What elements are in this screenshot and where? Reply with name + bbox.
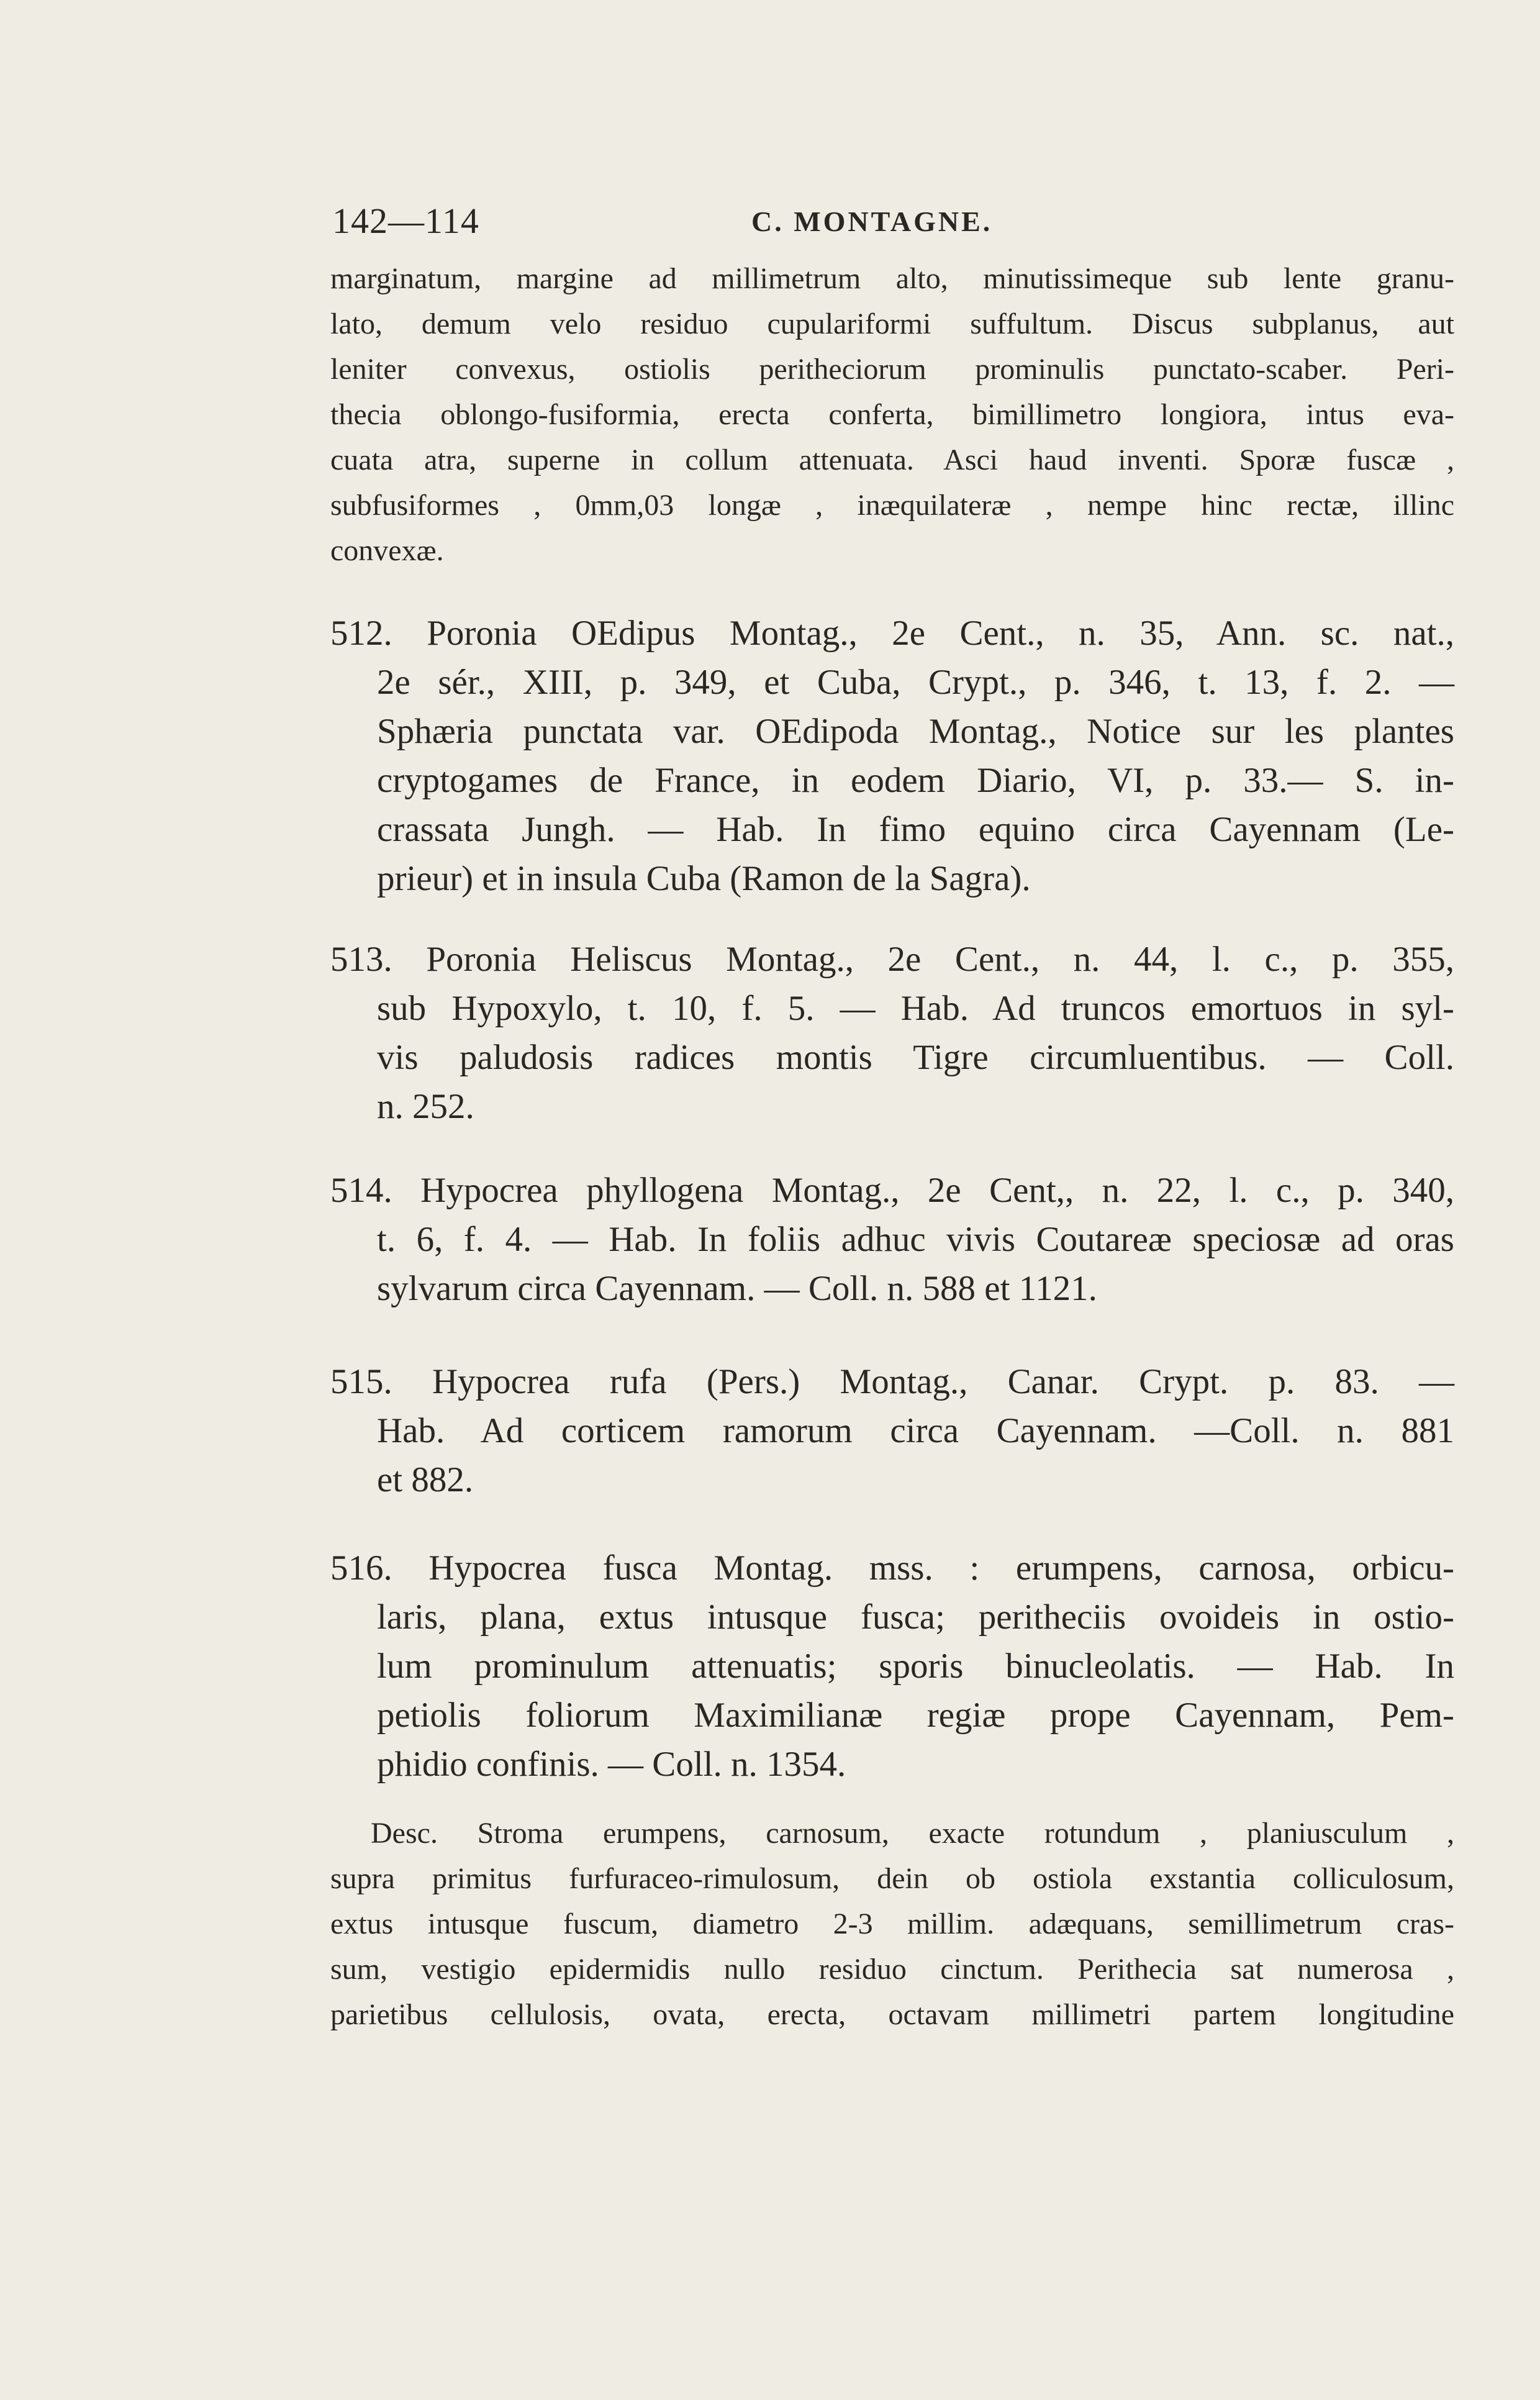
text-line: laris, plana, extus intusque fusca; peritheciis ovoideis in ostio-: [377, 1598, 1454, 1637]
text-line: prieur) et in insula Cuba (Ramon de la Sagra).: [377, 859, 1031, 898]
text-line: leniter convexus, ostiolis peritheciorum prominulis punctato-scaber. Peri-: [330, 353, 1454, 386]
page-header: [332, 200, 1456, 245]
text-line: lum prominulum attenuatis; sporis binucleolatis. — Hab. In: [377, 1647, 1454, 1686]
description-paragraph: [330, 1811, 1454, 2037]
entry-heading-line: 514. Hypocrea phyllogena Montag., 2e Cent,, n. 22, l. c., p. 340,: [330, 1171, 1454, 1210]
text-line: t. 6, f. 4. — Hab. In foliis adhuc vivis Coutareæ speciosæ ad oras: [377, 1220, 1454, 1259]
text-line: supra primitus furfuraceo-rimulosum, dein ob ostiola exstantia colliculosum,: [330, 1862, 1454, 1895]
page-number: 142—114: [332, 201, 479, 241]
text-line: parietibus cellulosis, ovata, erecta, octavam millimetri partem longitudine: [330, 1998, 1454, 2031]
text-line: vis paludosis radices montis Tigre circumluentibus. — Coll.: [377, 1038, 1454, 1077]
text-line: sum, vestigio epidermidis nullo residuo cinctum. Perithecia sat numerosa ,: [330, 1953, 1454, 1986]
text-line: crassata Jungh. — Hab. In fimo equino circa Cayennam (Le-: [377, 810, 1454, 849]
entry-513: [330, 935, 1454, 1131]
text-line: sylvarum circa Cayennam. — Coll. n. 588 et 1121.: [377, 1269, 1097, 1308]
entry-515: [330, 1357, 1454, 1504]
text-line: cuata atra, superne in collum attenuata. Asci haud inventi. Sporæ fuscæ ,: [330, 443, 1454, 476]
text-line: convexæ.: [330, 534, 444, 567]
intro-paragraph: [330, 256, 1454, 573]
text-line: marginatum, margine ad millimetrum alto, minutissimeque sub lente granu-: [330, 262, 1454, 295]
text-line: Desc. Stroma erumpens, carnosum, exacte rotundum , planiusculum ,: [371, 1817, 1454, 1850]
entry-heading-line: 516. Hypocrea fusca Montag. mss. : erumpens, carnosa, orbicu-: [330, 1548, 1454, 1588]
text-line: thecia oblongo-fusiformia, erecta conferta, bimillimetro longiora, intus eva-: [330, 398, 1454, 431]
text-line: extus intusque fuscum, diametro 2-3 millim. adæquans, semillimetrum cras-: [330, 1907, 1454, 1940]
text-line: sub Hypoxylo, t. 10, f. 5. — Hab. Ad truncos emortuos in syl-: [377, 989, 1454, 1028]
text-line: cryptogames de France, in eodem Diario, VI, p. 33.— S. in-: [377, 761, 1454, 800]
text-line: Hab. Ad corticem ramorum circa Cayennam. —Coll. n. 881: [377, 1411, 1454, 1450]
entry-516: [330, 1543, 1454, 1789]
text-line: 2e sér., XIII, p. 349, et Cuba, Crypt., p. 346, t. 13, f. 2. —: [377, 663, 1454, 702]
text-line: petiolis foliorum Maximilianæ regiæ prope Cayennam, Pem-: [377, 1696, 1454, 1735]
text-line: n. 252.: [377, 1087, 474, 1126]
entry-514: [330, 1166, 1454, 1313]
entry-heading-line: 513. Poronia Heliscus Montag., 2e Cent., n. 44, l. c., p. 355,: [330, 940, 1454, 979]
text-line: et 882.: [377, 1460, 474, 1499]
running-title: C. MONTAGNE.: [751, 206, 993, 237]
entry-heading-line: 515. Hypocrea rufa (Pers.) Montag., Canar. Crypt. p. 83. —: [330, 1362, 1454, 1401]
text-line: subfusiformes , 0mm,03 longæ , inæquilateræ , nempe hinc rectæ, illinc: [330, 489, 1454, 522]
entry-heading-line: 512. Poronia OEdipus Montag., 2e Cent., n. 35, Ann. sc. nat.,: [330, 614, 1454, 653]
entry-512: [330, 609, 1454, 903]
text-line: lato, demum velo residuo cupulariformi suffultum. Discus subplanus, aut: [330, 307, 1454, 340]
text-line: Sphæria punctata var. OEdipoda Montag., Notice sur les plantes: [377, 712, 1454, 751]
text-line: phidio confinis. — Coll. n. 1354.: [377, 1745, 846, 1784]
